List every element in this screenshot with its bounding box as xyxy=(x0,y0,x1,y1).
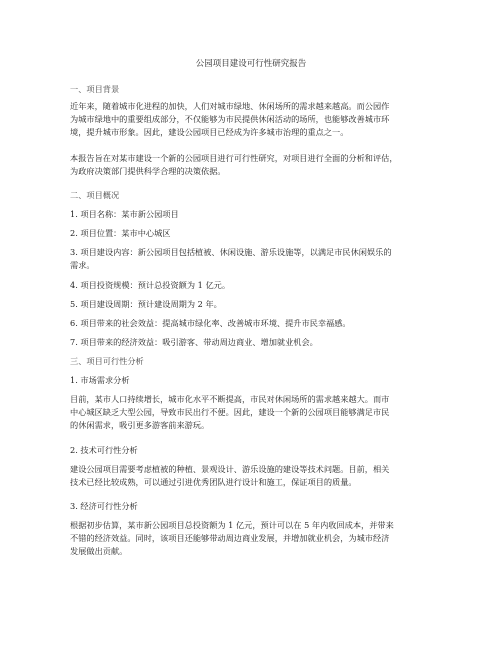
paragraph-line: 近年来，随着城市化进程的加快，人们对城市绿地、休闲场所的需求越来越高。而公园作 xyxy=(70,101,390,111)
section-heading-background xyxy=(70,83,440,96)
list-item-content xyxy=(70,246,440,272)
paragraph-line: 为城市绿地中的重要组成部分，不仅能够为市民提供休闲活动的场所，也能够改善城市环 xyxy=(70,114,390,124)
paragraph-line: 发展做出贡献。 xyxy=(70,546,128,556)
paragraph-line: 的休闲需求，吸引更多游客前来游玩。 xyxy=(70,420,210,430)
list-item-line: 3. 项目建设内容：新公园项目包括植被、休闲设施、游乐设施等，以满足市民休闲娱乐的 xyxy=(70,247,392,257)
paragraph-line: 目前，某市人口持续增长，城市化水平不断提高，市民对休闲场所的需求越来越大。而市 xyxy=(70,394,390,404)
paragraph-line: 中心城区缺乏大型公园，导致市民出行不便。因此，建设一个新的公园项目能够满足市民 xyxy=(70,407,390,417)
list-item-investment xyxy=(70,279,440,292)
list-item-line: 7. 项目带来的经济效益：吸引游客、带动周边商业、增加就业机会。 xyxy=(70,337,318,347)
paragraph-background xyxy=(70,100,440,139)
list-item-social-benefit xyxy=(70,317,440,330)
list-item-line: 5. 项目建设周期：预计建设周期为 2 年。 xyxy=(70,299,222,309)
list-item-line: 6. 项目带来的社会效益：提高城市绿化率、改善城市环境、提升市民幸福感。 xyxy=(70,318,351,328)
paragraph-line: 为政府决策部门提供科学合理的决策依据。 xyxy=(70,166,226,176)
paragraph-line: 不错的经济效益。同时，该项目还能够带动周边商业发展，并增加就业机会，为城市经济 xyxy=(70,533,390,543)
list-item-line: 4. 项目投资规模：预计总投资额为 1 亿元。 xyxy=(70,280,231,290)
paragraph-purpose xyxy=(70,152,440,178)
list-item-economic-benefit xyxy=(70,336,440,349)
list-item-line: 需求。 xyxy=(70,260,95,270)
list-item-location xyxy=(70,227,440,240)
subheading-technical xyxy=(70,444,440,457)
subheading-line: 1. 市场需求分析 xyxy=(70,375,130,385)
subheading-line: 2. 技术可行性分析 xyxy=(70,445,138,455)
heading-line: 二、项目概况 xyxy=(70,190,120,200)
paragraph-technical xyxy=(70,463,440,489)
paragraph-line: 境，提升城市形象。因此，建设公园项目已经成为许多城市治理的重点之一。 xyxy=(70,127,349,137)
section-heading-overview xyxy=(70,189,440,202)
list-item-line: 2. 项目位置：某市中心城区 xyxy=(70,228,171,238)
section-heading-feasibility xyxy=(70,355,440,368)
paragraph-line: 根据初步估算，某市新公园项目总投资额为 1 亿元，预计可以在 5 年内收回成本，并带来 xyxy=(70,520,394,530)
subheading-economic xyxy=(70,500,440,513)
paragraph-line: 技术已经比较成熟，可以通过引进优秀团队进行设计和施工，保证项目的质量。 xyxy=(70,477,357,487)
paragraph-market xyxy=(70,393,440,432)
document-title: 公园项目建设可行性研究报告 xyxy=(195,59,307,69)
subheading-market xyxy=(70,374,440,387)
list-item-name xyxy=(70,208,440,221)
list-item-period xyxy=(70,298,440,311)
heading-line: 一、项目背景 xyxy=(70,84,120,94)
list-item-line: 1. 项目名称：某市新公园项目 xyxy=(70,209,179,219)
paragraph-line: 本报告旨在对某市建设一个新的公园项目进行可行性研究，对项目进行全面的分析和评估， xyxy=(70,153,398,163)
heading-line: 三、项目可行性分析 xyxy=(70,356,144,366)
paragraph-line: 建设公园项目需要考虑植被的种植、景观设计、游乐设施的建设等技术问题。目前，相关 xyxy=(70,464,390,474)
paragraph-economic xyxy=(70,519,440,558)
subheading-line: 3. 经济可行性分析 xyxy=(70,501,138,511)
